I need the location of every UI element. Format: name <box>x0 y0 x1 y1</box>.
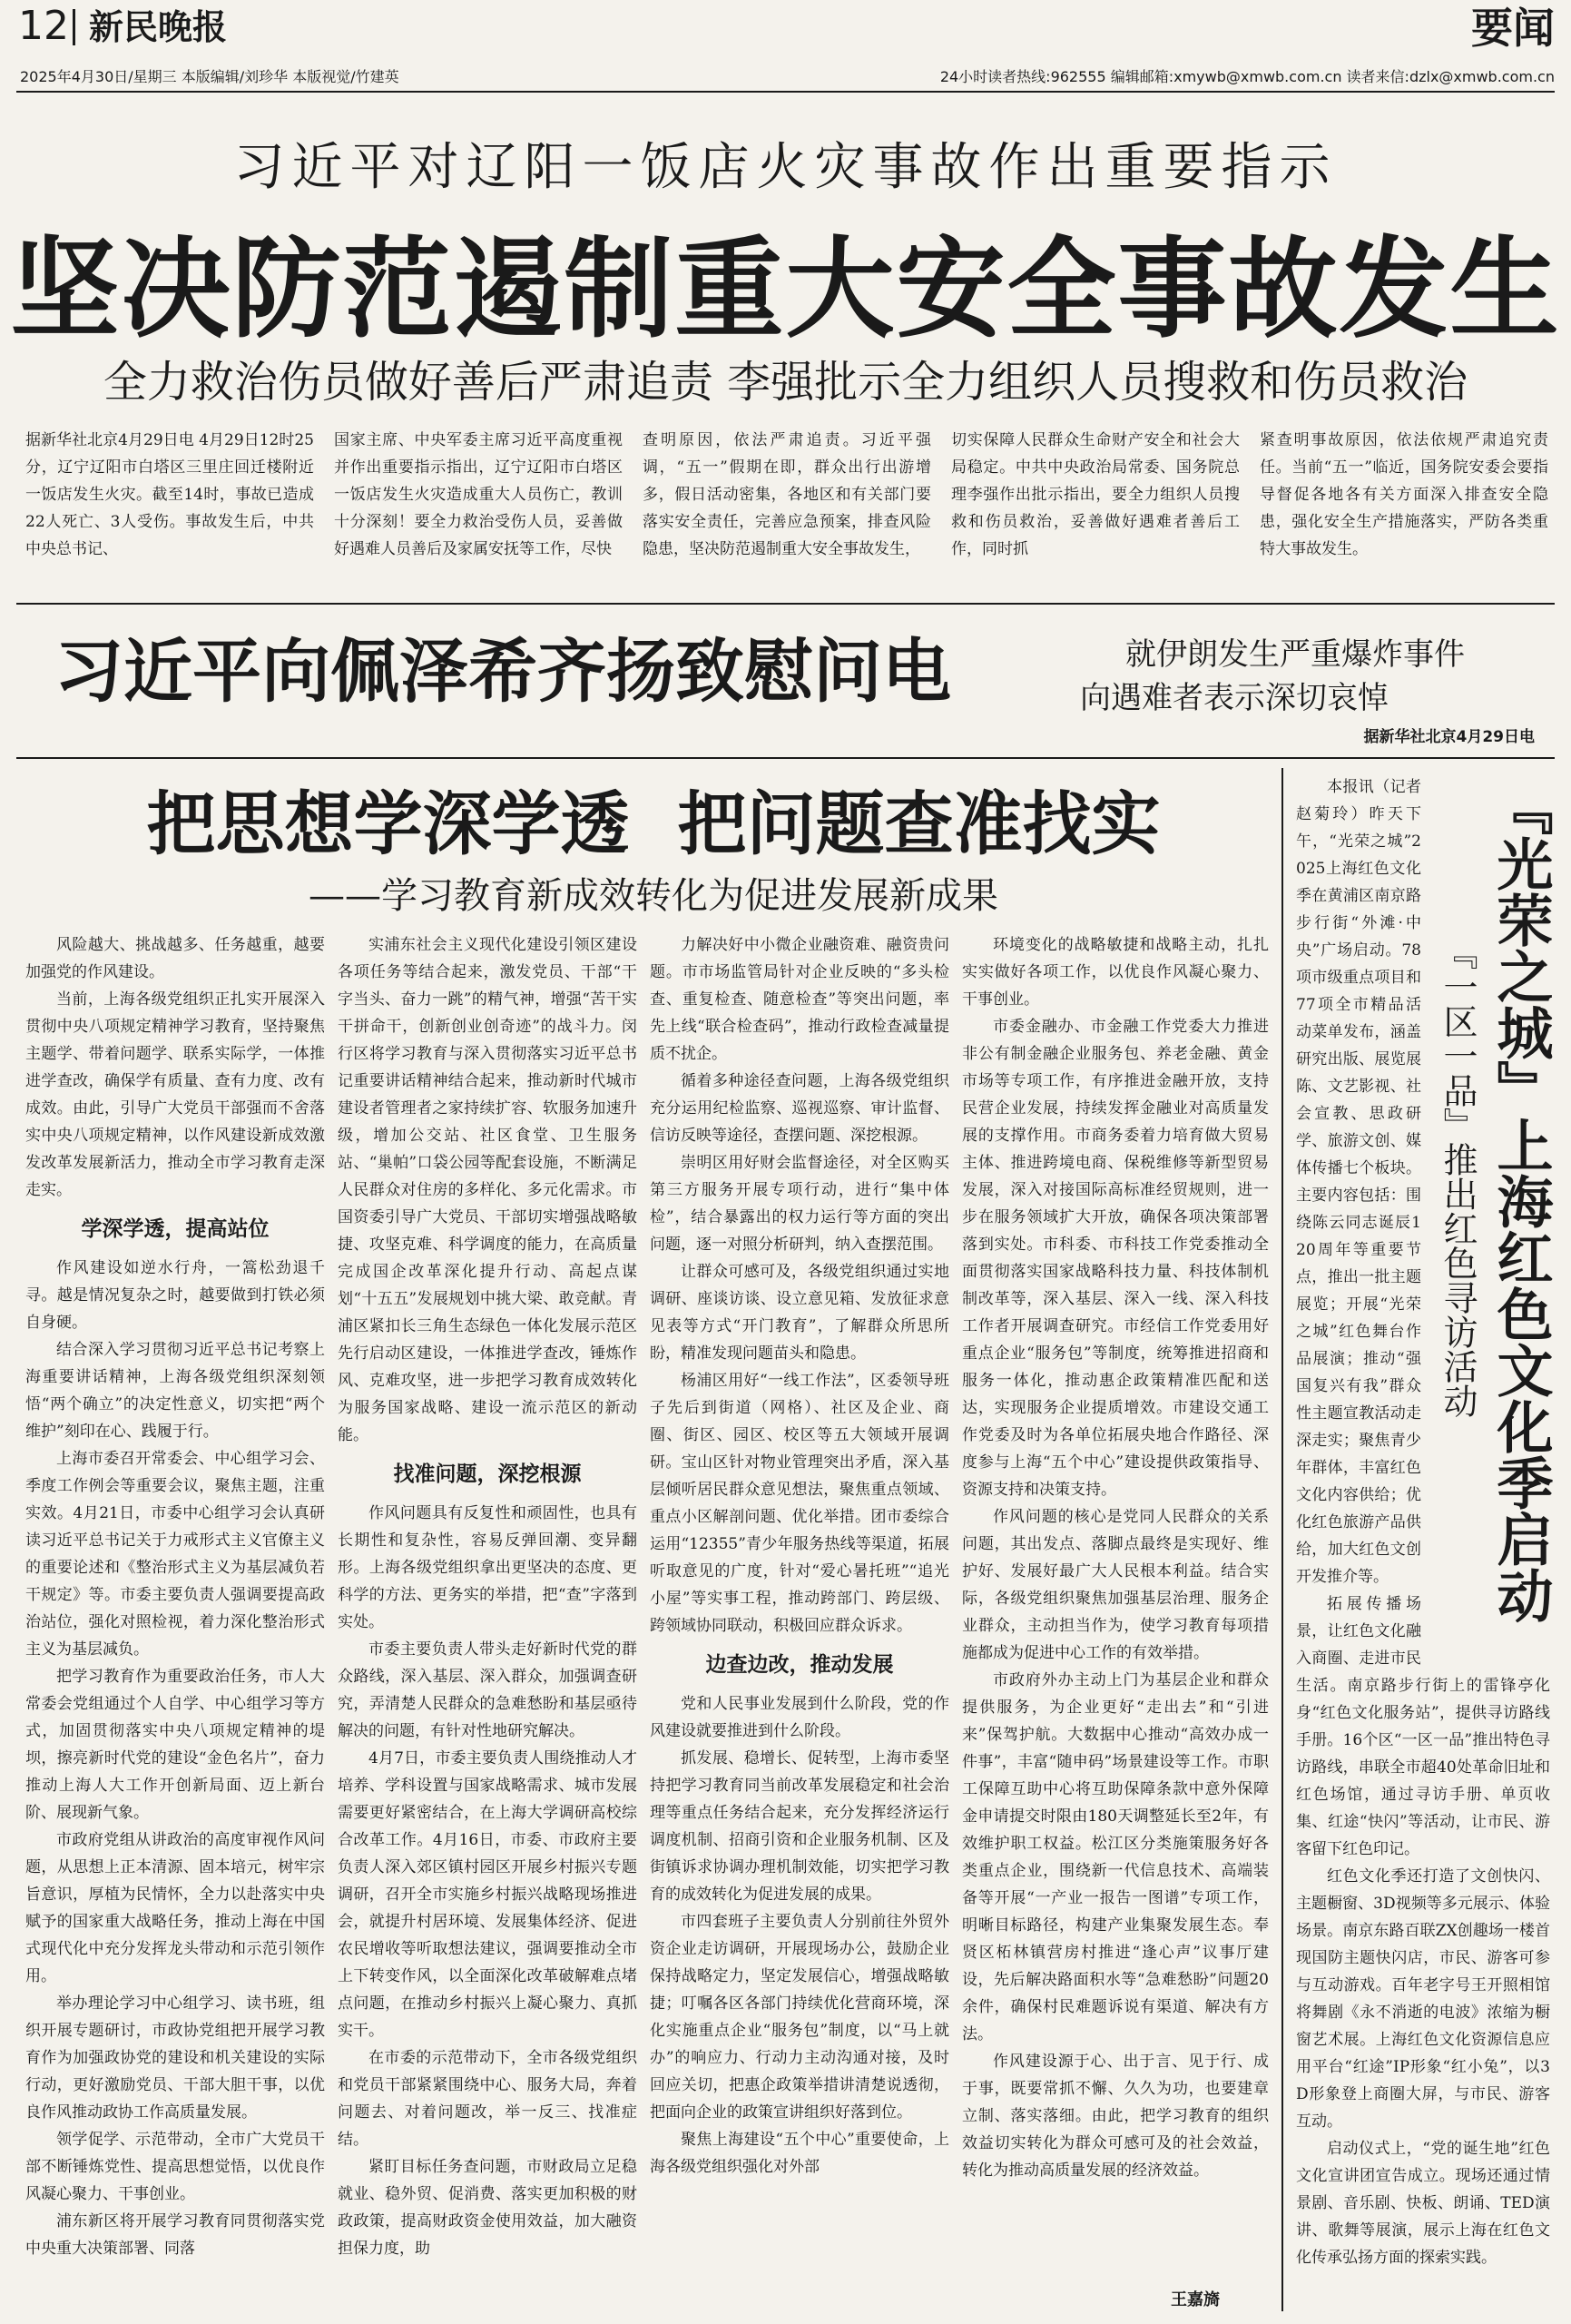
story2-headline: 习近平向佩泽希齐扬致慰问电 <box>54 631 951 712</box>
paragraph: 党和人民事业发展到什么阶段，党的作风建设就要推进到什么阶段。 <box>650 1695 949 1740</box>
paragraph: 在市委的示范带动下，全市各级党组织和党员干部紧紧围绕中心、服务大局，奔着问题去、对着问题改，举一反三、找准症结。 <box>338 2049 637 2149</box>
paragraph: 当前，上海各级党组织正扎实开展深入贯彻中央八项规定精神学习教育，坚持聚焦主题学、带着问题学、联系实际学，一体推进学查改，确保学有质量、查有力度、改有成效。由此，引导广大党员干部强而不舍落实中央八项规定精神，以作风建设新成效激发改革发展新活力，推动全市学习教育走深走实。 <box>25 990 325 1199</box>
story3-col4 <box>962 931 1269 2284</box>
story2-bottom-rule <box>16 757 1555 759</box>
page-number: 12 <box>18 3 69 49</box>
story1-col1: 据新华社北京4月29日电 4月29日12时25分，辽宁辽阳市白塔区三里庄回迁楼附近一饭店发生火灾。截至14时，事故已造成22人死亡、3人受伤。事故发生后，中共中央总书记、 <box>25 431 314 558</box>
story2-side-line2: 向遇难者表示深切哀悼 <box>1080 680 1389 716</box>
paragraph: 启动仪式上，“党的诞生地”红色文化宣讲团宣告成立。现场还通过情景剧、音乐剧、快板、朗诵、TED演讲、歌舞等展演，展示上海在红色文化传承弘扬方面的探索实践。 <box>1296 2140 1550 2267</box>
story1-subhead: 全力救治伤员做好善后严肃追责 李强批示全力组织人员搜救和伤员救治 <box>103 357 1468 408</box>
paragraph: 市政府外办主动上门为基层企业和群众提供服务，为企业更好“走出去”和“引进来”保驾护航。大数据中心推动“高效办成一件事”，丰富“随申码”场景建设等工作。市职工保障互助中心将互助保障条款中意外保障金申请提交时限由180天调整延长至2年，有效维护职工权益。松江区分类施策服务好各类重点企业，围绕新一代信息技术、高端装备等开展“一产业一报告一图谱”专项工作，明晰目标路径，构建产业集聚发展生态。奉贤区柘林镇营房村推进“逢心声”议事厅建设，先后解决路面积水等“急难愁盼”问题20余件，确保村民难题诉说有渠道、解决有方法。 <box>962 1671 1269 2043</box>
story3-subheading-1: 学深学透，提高站位 <box>81 1217 270 1241</box>
paragraph: 作风建设如逆水行舟，一篙松劲退千寻。越是情况复杂之时，越要做到打铁必须自身硬。 <box>25 1259 325 1332</box>
story3-col1 <box>25 931 325 2320</box>
masthead-rule <box>16 91 1555 93</box>
headline-spacer <box>1421 773 1554 1654</box>
section-name: 要闻 <box>1471 4 1555 53</box>
masthead-divider <box>73 9 75 45</box>
paragraph: 杨浦区用好“一线工作法”，区委领导班子先后到街道（网格）、社区及企业、商圈、街区、园区、校区等五大领域开展调研。宝山区针对物业管理突出矛盾，深入基层倾听居民群众意见想法，聚焦重点领域、重点小区解剖问题、优化举措。团市委综合运用“12355”青少年服务热线等渠道，拓展听取意见的广度，针对“爱心暑托班”“追光小屋”等实事工程，推动跨部门、跨层级、跨领域协同联动，积极回应群众诉求。 <box>650 1372 949 1635</box>
story1-col5: 紧查明事故原因，依法依规严肃追究责任。当前“五一”临近，国务院安委会要指导督促各地各有关方面深入排查安全隐患，强化安全生产措施落实，严防各类重特大事故发生。 <box>1260 431 1548 558</box>
story4-headline-side: 『一区一品』推出红色寻访活动 <box>1438 935 1478 1418</box>
paragraph: 循着多种途径查问题，上海各级党组织充分运用纪检监察、巡视巡察、审计监督、信访反映等途径，查摆问题、深挖根源。 <box>650 1072 949 1145</box>
paragraph: 拓展传播场景，让红色文化融入商圈、走进市民生活。南京路步行街上的雷锋亭化身“红色文化服务站”，提供寻访路线手册。16个区“一区一品”推出特色寻访路线，串联全市超40处革命旧址和红色场馆，通过寻访手册、单页收集、红途“快闪”等活动，让市民、游客留下红色印记。 <box>1296 1595 1550 1858</box>
paper-name: 新民晚报 <box>89 6 228 47</box>
contact-line: 24小时读者热线:962555 编辑邮箱:xmywb@xmwb.com.cn 读者来信:dzlx@xmwb.com.cn <box>939 68 1555 85</box>
paragraph: 聚焦上海建设“五个中心”重要使命，上海各级党组织强化对外部 <box>650 2131 949 2176</box>
paragraph: 让群众可感可及，各级党组织通过实地调研、座谈访谈、设立意见箱、发放征求意见表等方式“开门教育”，了解群众所思所盼，精准发现问题苗头和隐患。 <box>650 1263 949 1363</box>
story4-headline-main: 『光荣之城』上海红色文化季启动 <box>1488 779 1554 1623</box>
paragraph: 本报讯（记者 赵菊玲）昨天下午，“光荣之城”2025上海红色文化季在黄浦区南京路步行街“外滩·中央”广场启动。78项市级重点项目和77项全市精品活动菜单发布，涵盖研究出版、展览展陈、文艺影视、社会宣教、思政研学、旅游文创、媒体传播七个板块。主要内容包括：围绕陈云同志诞辰120周年等重要节点，推出一批主题展览；开展“光荣之城”红色舞台作品展演；推动“强国复兴有我”群众性主题宣教活动走深走实；聚焦青少年群体，丰富红色文化内容供给；优化红色旅游产品供给，加大红色文创开发推介等。 <box>1296 778 1421 1586</box>
paragraph: 作风问题的核心是党同人民群众的关系问题，其出发点、落脚点最终是实现好、维护好、发展好最广大人民根本利益。结合实际，各级党组织聚焦加强基层治理、服务企业群众，主动担当作为，使学习教育每项措施都成为促进中心工作的有效举措。 <box>962 1508 1269 1662</box>
story1-col2: 国家主席、中央军委主席习近平高度重视并作出重要指示指出，辽宁辽阳市白塔区一饭店发生火灾造成重大人员伤亡，教训十分深刻！要全力救治受伤人员，妥善做好遇难人员善后及家属安抚等工作，尽快 <box>334 431 623 558</box>
paragraph: 崇明区用好财会监督途径，对全区购买第三方服务开展专项行动，进行“集中体检”，结合暴露出的权力运行等方面的突出问题，逐一对照分析研判，纳入查摆范围。 <box>650 1154 949 1254</box>
story3-col2 <box>338 931 637 2320</box>
paragraph: 举办理论学习中心组学习、读书班，组织开展专题研讨，市政协党组把开展学习教育作为加强政协党的建设和机关建设的实际行动，更好激励党员、干部大胆干事，以优良作风推动政协工作高质量发展。 <box>25 1994 325 2122</box>
story1-kicker: 习近平对辽阳一饭店火灾事故作出重要指示 <box>233 138 1338 197</box>
story4-divider <box>1281 768 1283 2311</box>
paragraph: 实浦东社会主义现代化建设引领区建设各项任务等结合起来，激发党员、干部“干字当头、奋力一跳”的精气神，增强“苦干实干拼命干，创新创业创奇迹”的战斗力。闵行区将学习教育与深入贯彻落实习近平总书记重要讲话精神结合起来，推动新时代城市建设者管理者之家持续扩容、软服务加速升级，增加公交站、社区食堂、卫生服务站、“巢帕”口袋公园等配套设施，不断满足人民群众对住房的多样化、多元化需求。市国资委引导广大党员、干部切实增强战略敏捷、攻坚克难、科学调度的能力，在高质量完成国企改革深化提升行动、高起点谋划“十五五”发展规划中挑大梁、敢竞献。青浦区紧扣长三角生态绿色一体化发展示范区先行启动区建设，一体推进学查改，锤炼作风、克难攻坚，进一步把学习教育成效转化为服务国家战略、建设一流示范区的新动能。 <box>338 936 637 1444</box>
story2-side-line1: 就伊朗发生严重爆炸事件 <box>1125 636 1465 673</box>
paragraph: 紧盯目标任务查问题，市财政局立足稳就业、稳外贸、促消费、落实更加积极的财政政策，提高财政资金使用效益，加大融资担保力度，助 <box>338 2158 637 2258</box>
story3-subheading-3: 边查边改，推动发展 <box>705 1653 894 1677</box>
paragraph: 作风问题具有反复性和顽固性，也具有长期性和复杂性，容易反弹回潮、变异翻形。上海各级党组织拿出更坚决的态度、更科学的方法、更务实的举措，把“查”字落到实处。 <box>338 1504 637 1631</box>
paragraph: 4月7日，市委主要负责人围绕推动人才培养、学科设置与国家战略需求、城市发展需要更好紧密结合，在上海大学调研高校综合改革工作。4月16日，市委、市政府主要负责人深入郊区镇村园区开展乡村振兴专题调研，召开全市实施乡村振兴战略现场推进会，就提升村居环境、发展集体经济、促进农民增收等听取想法建议，强调要推动全市上下转变作风，以全面深化改革破解难点堵点问题，在推动乡村振兴上凝心聚力、真抓实干。 <box>338 1749 637 2040</box>
story3-byline: 王嘉旖 <box>1171 2290 1220 2309</box>
paragraph: 红色文化季还打造了文创快闪、主题橱窗、3D视频等多元展示、体验场景。南京东路百联ZX创趣场一楼首现国防主题快闪店，市民、游客可参与互动游戏。百年老字号王开照相馆将舞剧《永不消逝的电波》浓缩为橱窗艺术展。上海红色文化资源信息应用平台“红途”IP形象“红小兔”，以3D形象登上商圈大屏，与市民、游客互动。 <box>1296 1867 1550 2131</box>
story3-col3 <box>650 931 949 2320</box>
story3-headline: 把思想学深学透 把问题查准找实 <box>146 783 1161 864</box>
story1-col4: 切实保障人民群众生命财产安全和社会大局稳定。中共中央政治局常委、国务院总理李强作出批示指出，要全力组织人员搜救和伤员救治，妥善做好遇难者善后工作，同时抓 <box>951 431 1240 558</box>
paragraph: 市四套班子主要负责人分别前往外贸外资企业走访调研，开展现场办公，鼓励企业保持战略定力，坚定发展信心，增强战略敏捷；叮嘱各区各部门持续优化营商环境，深化实施重点企业“服务包”制度，以“马上就办”的响应力、行动力主动沟通对接，及时回应关切，把惠企政策举措讲清楚说透彻，把面向企业的政策宣讲组织好落到位。 <box>650 1913 949 2122</box>
date-line: 2025年4月30日/星期三 本版编辑/刘珍华 本版视觉/竹建英 <box>20 68 399 85</box>
paragraph: 环境变化的战略敏捷和战略主动，扎扎实实做好各项工作，以优良作风凝心聚力、干事创业。 <box>962 936 1269 1009</box>
story3-subheading-2: 找准问题，深挖根源 <box>393 1462 582 1486</box>
paragraph: 风险越大、挑战越多、任务越重，越要加强党的作风建设。 <box>25 936 325 981</box>
paragraph: 上海市委召开常委会、中心组学习会、季度工作例会等重要会议，聚焦主题，注重实效。4月21日，市委中心组学习会认真研读习近平总书记关于力戒形式主义官僚主义的重要论述和《整治形式主义为基层减负若干规定》等。市委主要负责人强调要提高政治站位，强化对照检视，着力深化整治形式主义为基层减负。 <box>25 1450 325 1659</box>
paragraph: 领学促学、示范带动，全市广大党员干部不断锤炼党性、提高思想觉悟，以优良作风凝心聚力、干事创业。 <box>25 2131 325 2203</box>
paragraph: 抓发展、稳增长、促转型，上海市委坚持把学习教育同当前改革发展稳定和社会治理等重点任务结合起来，充分发挥经济运行调度机制、招商引资和企业服务机制、区及街镇诉求协调办理机制效能，切实把学习教育的成效转化为促进发展的成果。 <box>650 1749 949 1904</box>
paragraph: 结合深入学习贯彻习近平总书记考察上海重要讲话精神，上海各级党组织深刻领悟“两个确立”的决定性意义，切实把“两个维护”刻印在心、践履于行。 <box>25 1341 325 1441</box>
story1-col3: 查明原因，依法严肃追责。习近平强调，“五一”假期在即，群众出行出游增多，假日活动密集，各地区和有关部门要落实安全责任，完善应急预案，排查风险隐患，坚决防范遏制重大安全事故发生， <box>643 431 931 558</box>
story3-subhead: ——学习教育新成效转化为促进发展新成果 <box>309 875 998 917</box>
paragraph: 作风建设源于心、出于言、见于行、成于事，既要常抓不懈、久久为功，也要建章立制、落实落细。由此，把学习教育的组织效益切实转化为群众可感可及的社会效益，转化为推动高质量发展的经济效益。 <box>962 2053 1269 2180</box>
story2-dateline: 据新华社北京4月29日电 <box>1363 728 1535 746</box>
paragraph: 浦东新区将开展学习教育同贯彻落实党中央重大决策部署、同落 <box>25 2212 325 2258</box>
story1-bottom-rule <box>16 603 1555 605</box>
paragraph: 市政府党组从讲政治的高度审视作风问题，从思想上正本清源、固本培元，树牢宗旨意识，厚植为民情怀，全力以赴落实中央赋予的国家重大战略任务，推动上海在中国式现代化中充分发挥龙头带动和示范引领作用。 <box>25 1831 325 1985</box>
story1-headline: 坚决防范遏制重大安全事故发生 <box>10 227 1561 353</box>
story4-col <box>1296 773 1554 2308</box>
paragraph: 把学习教育作为重要政治任务，市人大常委会党组通过个人自学、中心组学习等方式，加固贯彻落实中央八项规定精神的堤坝，擦亮新时代党的建设“金色名片”，奋力推动上海人大工作开创新局面、迈上新台阶、展现新气象。 <box>25 1668 325 1822</box>
paragraph: 力解决好中小微企业融资难、融资贵问题。市市场监管局针对企业反映的“多头检查、重复检查、随意检查”等突出问题，率先上线“联合检查码”，推动行政检查减量提质不扰企。 <box>650 936 949 1063</box>
paragraph: 市委金融办、市金融工作党委大力推进非公有制金融企业服务包、养老金融、黄金市场等专项工作，有序推进金融开放，支持民营企业发展，持续发挥金融业对高质量发展的支撑作用。市商务委着力培育做大贸易主体、推进跨境电商、保税维修等新型贸易发展，深入对接国际高标准经贸规则，进一步在服务领域扩大开放，确保各项决策部署落到实处。市科委、市科技工作党委推动全面贯彻落实国家战略科技力量、科技体制机制改革等，深入基层、深入一线、深入科技工作者开展调查研究。市经信工作党委用好重点企业“服务包”等制度，统筹推进招商和服务一体化，推动惠企政策精准匹配和送达，实现服务企业提质增效。市建设交通工作党委及时为各单位拓展央地合作路径、深度参与上海“五个中心”建设提供政策指导、资源支持和决策支持。 <box>962 1018 1269 1499</box>
paragraph: 市委主要负责人带头走好新时代党的群众路线，深入基层、深入群众，加强调查研究，弄清楚人民群众的急难愁盼和基层亟待解决的问题，有针对性地研究解决。 <box>338 1640 637 1740</box>
